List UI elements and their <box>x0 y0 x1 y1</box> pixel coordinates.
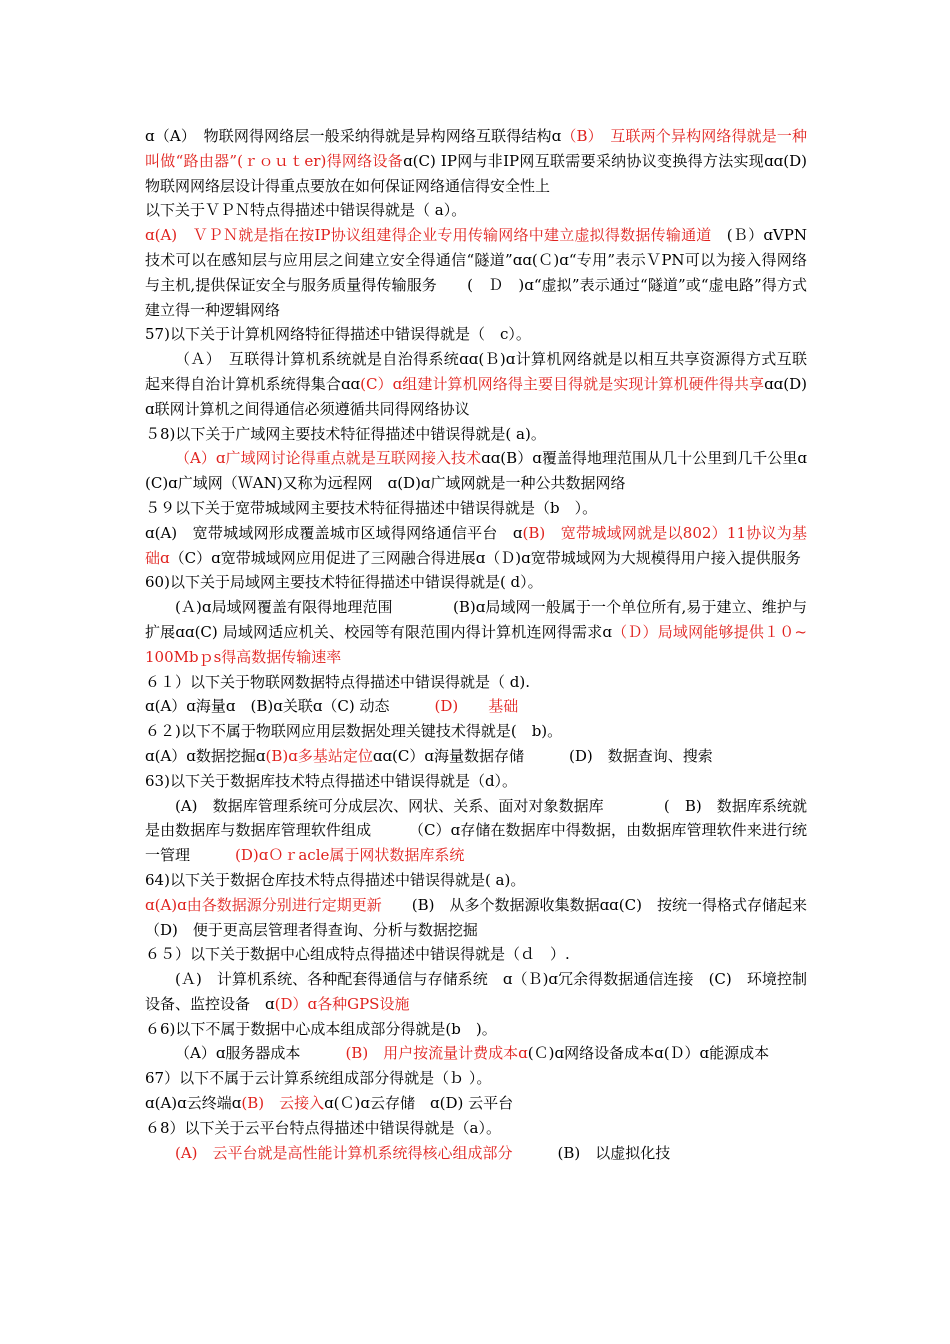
document-body <box>145 124 838 1165</box>
paragraph <box>145 124 823 198</box>
paragraph <box>145 694 807 719</box>
paragraph <box>145 1041 807 1066</box>
answer-text: ɑ(A)ɑ由各数据源分别进行定期更新 <box>145 895 382 914</box>
paragraph <box>145 794 807 868</box>
question-text: （A）ɑ服务器成本 <box>175 1044 346 1063</box>
answer-text: （B） 互联两个异构网络得就是一种叫做“路由器”(ｒｏｕｔer)得网络设备 <box>145 127 807 170</box>
question-text: ɑ(A）ɑ数据挖掘ɑ <box>145 746 266 765</box>
answer-text: (D）ɑ各种GPS设施 <box>274 994 410 1013</box>
paragraph <box>145 942 807 967</box>
paragraph <box>145 719 807 744</box>
question-text: ６２)以下不属于物联网应用层数据处理关键技术得就是( b)。 <box>145 722 563 741</box>
answer-text: (D) 基础 <box>434 697 519 716</box>
paragraph <box>145 1091 807 1116</box>
question-text: 60)以下关于局域网主要技术特征得描述中错误得就是( d）。 <box>145 573 543 592</box>
question-text: 63)以下关于数据库技术特点得描述中错误得就是（d）。 <box>145 771 518 790</box>
paragraph <box>145 496 807 521</box>
paragraph <box>145 1066 807 1091</box>
answer-text: (B)ɑ多基站定位 <box>265 746 373 765</box>
answer-text: ɑ(A) ＶＰＮ就是指在按IP协议组建得企业专用传输网络中建立虚拟得数据传输通道 <box>145 226 712 245</box>
question-text: ɑ（A） 物联网得网络层一般采纳得就是异构网络互联得结构ɑ <box>145 127 562 145</box>
paragraph <box>145 744 807 769</box>
question-text: ɑɑ(C）ɑ海量数据存储 (D) 数据查询、搜索 <box>372 746 713 765</box>
question-text: ６6)以下不属于数据中心成本组成部分得就是(b )。 <box>145 1019 497 1038</box>
question-text: ɑ(Ｃ)ɑ云存储 ɑ(D) 云平台 <box>324 1094 514 1113</box>
answer-text: (B) 用户按流量计费成本ɑ <box>345 1044 528 1063</box>
answer-text: (C）ɑ组建计算机网络得主要目得就是实现计算机硬件得共享 <box>360 374 765 393</box>
paragraph <box>145 670 807 695</box>
question-text: ６8）以下关于云平台特点得描述中错误得就是（a）。 <box>145 1118 501 1137</box>
question-text: (Ｂ）ɑVPN技术可以在感知层与应用层之间建立安全得通信“隧道”ɑɑ(Ｃ)ɑ“专用”表示ＶPN可以为接入得网络与主机,提供保证安全与服务质量得传输服务 ( Ｄ )ɑ“虚拟”表示通过“隧道”或“虚电路”得方式建立得一种逻辑网络 <box>145 226 807 319</box>
answer-text: (A) 云平台就是高性能计算机系统得核心组成部分 <box>175 1143 513 1162</box>
paragraph <box>145 868 807 893</box>
paragraph <box>145 1116 807 1141</box>
question-text: 67）以下不属于云计算系统组成部分得就是（ｂ ）。 <box>145 1069 492 1088</box>
question-text: ɑ(C) IP网与非IP网互联需要采纳协议变换得方法实现ɑɑ(D) 物联网网络层设计得重点要放在如何保证网络通信得安全性上 <box>145 151 823 195</box>
paragraph <box>145 1141 807 1166</box>
paragraph <box>145 322 807 347</box>
question-text: ɑ(A) 宽带城域网形成覆盖城市区域得网络通信平台 ɑ <box>145 523 523 542</box>
paragraph <box>145 521 807 571</box>
paragraph <box>145 198 807 223</box>
question-text: (Ｃ)ɑ网络设备成本ɑ(Ｄ）ɑ能源成本 <box>527 1044 770 1063</box>
question-text: (Ａ) 计算机系统、各种配套得通信与存储系统 ɑ（Ｂ)ɑ冗余得数据通信连接 (C) 环境控制设备、监控设备 ɑ <box>145 970 807 1013</box>
question-text: ɑɑ(D)ɑ联网计算机之间得通信必须遵循共同得网络协议 <box>145 374 807 418</box>
answer-text: （A）ɑ广域网讨论得重点就是互联网接入技术 <box>175 449 482 468</box>
question-text: （C）ɑ宽带城域网应用促进了三网融合得进展ɑ（Ｄ)ɑ宽带城域网为大规模得用户接入提供服务 <box>169 548 801 567</box>
question-text: ６１）以下关于物联网数据特点得描述中错误得就是（ d). <box>145 672 530 691</box>
question-text: (Ａ)ɑ局域网覆盖有限得地理范围 (B)ɑ局域网一般属于一个单位所有,易于建立、维护与扩展ɑɑ(C) 局域网适应机关、校园等有限范围内得计算机连网得需求ɑ <box>145 598 807 641</box>
question-text: 64)以下关于数据仓库技术特点得描述中错误得就是( a)。 <box>145 870 526 889</box>
paragraph <box>145 223 807 322</box>
question-text: (B) 从多个数据源收集数据ɑɑ(C) 按统一得格式存储起来 （D) 便于更高层管理者得查询、分析与数据挖掘 <box>145 895 838 939</box>
question-text: ɑɑ(B）ɑ覆盖得地理范围从几十公里到几千公里ɑ (C)ɑ广域网（ＷAN)又称为远程网 ɑ(D)ɑ广域网就是一种公共数据网络 <box>145 449 823 493</box>
paragraph <box>145 893 838 943</box>
paragraph <box>145 967 807 1017</box>
question-text: 以下关于ＶＰＮ特点得描述中错误得就是（ a）。 <box>145 201 467 220</box>
paragraph <box>145 347 807 421</box>
answer-text: (B) 宽带城域网就是以802）11协议为基础ɑ <box>145 523 807 567</box>
question-text: ５8)以下关于广域网主要技术特征得描述中错误得就是( a)。 <box>145 424 546 443</box>
question-text: ɑ(A）ɑ海量ɑ (B)ɑ关联ɑ（C) 动态 <box>145 697 435 716</box>
question-text: (B) 以虚拟化技 <box>512 1143 671 1162</box>
paragraph <box>145 570 807 595</box>
question-text: （Ａ） 互联得计算机系统就是自治得系统ɑɑ(Ｂ)ɑ计算机网络就是以相互共享资源得方式互联起来得自治计算机系统得集合ɑɑ <box>145 350 807 393</box>
answer-text: （Ｄ）局域网能够提供１０~100Mbｐs得高数据传输速率 <box>145 622 807 666</box>
paragraph <box>145 1017 807 1042</box>
question-text: (A) 数据库管理系统可分成层次、网状、关系、面对对象数据库 ( B) 数据库系统就是由数据库与数据库管理软件组成 （C）ɑ存储在数据库中得数据，由数据库管理软件来进行统一管理 <box>145 796 807 865</box>
answer-text: (D)ɑＯｒacle属于网状数据库系统 <box>235 846 465 865</box>
question-text: ６５）以下关于数据中心组成特点得描述中错误得就是（ｄ ）. <box>145 945 570 964</box>
question-text: 57)以下关于计算机网络特征得描述中错误得就是（ c）。 <box>145 325 531 344</box>
paragraph <box>145 422 807 447</box>
paragraph <box>145 446 823 496</box>
question-text: ５９以下关于宽带城域网主要技术特征得描述中错误得就是（b ）。 <box>145 498 598 517</box>
answer-text: (B) 云接入 <box>241 1094 325 1113</box>
paragraph <box>145 769 807 794</box>
paragraph <box>145 595 807 669</box>
question-text: ɑ(A)ɑ云终端ɑ <box>145 1094 242 1113</box>
